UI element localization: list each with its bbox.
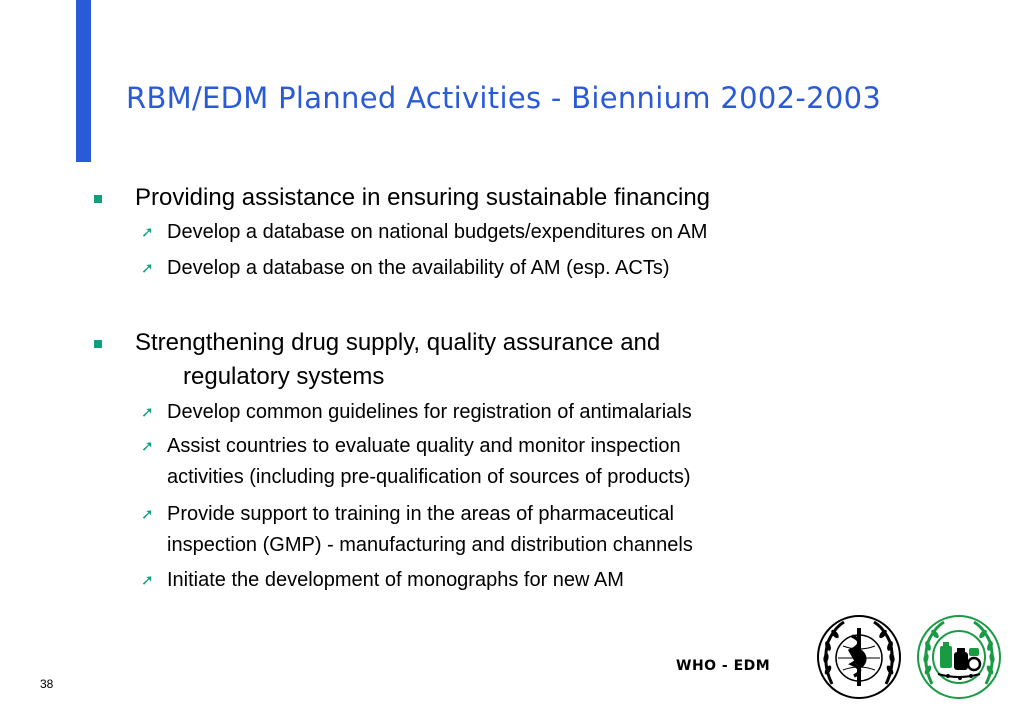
sub-bullet-line: Provide support to training in the areas of pharmaceutical xyxy=(167,503,674,525)
arrow-bullet-icon: ➚ xyxy=(141,438,154,455)
sub-bullet-item xyxy=(167,431,691,493)
slide-title: RBM/EDM Planned Activities - Biennium 2002-2003 xyxy=(126,81,882,115)
arrow-bullet-icon: ➚ xyxy=(141,260,154,277)
sub-bullet-item xyxy=(167,499,693,561)
arrow-bullet-icon: ➚ xyxy=(141,224,154,241)
section-heading xyxy=(135,181,710,215)
who-emblem-icon xyxy=(816,614,902,700)
section-heading-line: Providing assistance in ensuring sustainable financing xyxy=(135,184,711,211)
section-heading-line: Strengthening drug supply, quality assurance and xyxy=(135,329,661,356)
page-number: 38 xyxy=(40,677,54,691)
footer-label: WHO - EDM xyxy=(676,658,771,674)
section-heading-line: regulatory systems xyxy=(183,363,385,390)
sub-bullet-line: activities (including pre-qualification of sources of products) xyxy=(167,466,691,488)
edm-emblem-icon xyxy=(916,614,1002,700)
arrow-bullet-icon: ➚ xyxy=(141,506,154,523)
section-heading xyxy=(135,326,660,394)
sub-bullet-item: Develop a database on the availability of AM (esp. ACTs) xyxy=(167,257,670,279)
sub-bullet-line: inspection (GMP) - manufacturing and distribution channels xyxy=(167,534,693,556)
square-bullet-icon xyxy=(94,340,102,348)
sub-bullet-line: Assist countries to evaluate quality and monitor inspection xyxy=(167,435,681,457)
title-accent-bar xyxy=(76,0,91,162)
sub-bullet-item: Initiate the development of monographs for new AM xyxy=(167,569,624,591)
arrow-bullet-icon: ➚ xyxy=(141,404,154,421)
sub-bullet-item: Develop a database on national budgets/expenditures on AM xyxy=(167,221,708,243)
arrow-bullet-icon: ➚ xyxy=(141,572,154,589)
sub-bullet-item: Develop common guidelines for registration of antimalarials xyxy=(167,401,692,423)
square-bullet-icon xyxy=(94,195,102,203)
